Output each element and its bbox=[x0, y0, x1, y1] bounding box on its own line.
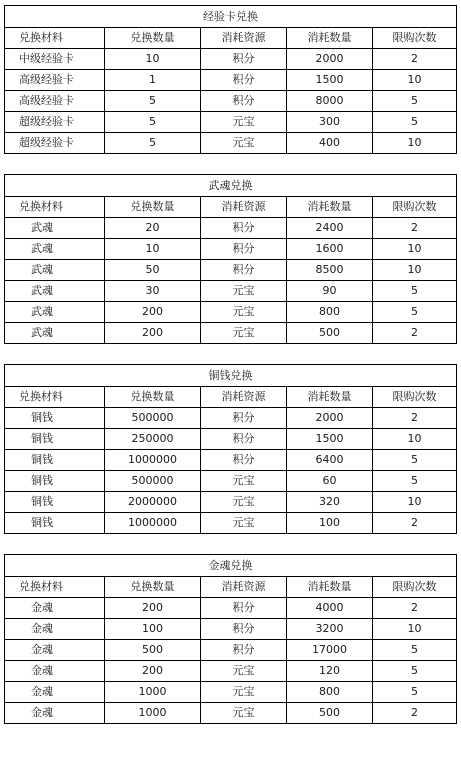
table-row bbox=[5, 640, 457, 661]
cell-quantity: 200 bbox=[105, 302, 201, 323]
header-limit: 限购次数 bbox=[373, 387, 457, 408]
cell-quantity: 1 bbox=[105, 70, 201, 91]
cell-limit: 10 bbox=[373, 429, 457, 450]
table-row bbox=[5, 450, 457, 471]
cell-quantity: 1000000 bbox=[105, 450, 201, 471]
table-row bbox=[5, 302, 457, 323]
cell-material: 武魂 bbox=[5, 323, 105, 344]
cell-resource: 元宝 bbox=[201, 133, 287, 154]
table-title-row bbox=[5, 365, 457, 387]
table-row bbox=[5, 239, 457, 260]
cell-limit: 5 bbox=[373, 471, 457, 492]
cell-cost: 2000 bbox=[287, 408, 373, 429]
cell-limit: 5 bbox=[373, 450, 457, 471]
header-quantity: 兑换数量 bbox=[105, 197, 201, 218]
cell-limit: 5 bbox=[373, 112, 457, 133]
cell-cost: 120 bbox=[287, 661, 373, 682]
cell-quantity: 200 bbox=[105, 661, 201, 682]
table-row bbox=[5, 408, 457, 429]
header-cost: 消耗数量 bbox=[287, 197, 373, 218]
cell-material: 高级经验卡 bbox=[5, 91, 105, 112]
cell-limit: 5 bbox=[373, 91, 457, 112]
cell-cost: 400 bbox=[287, 133, 373, 154]
cell-quantity: 2000000 bbox=[105, 492, 201, 513]
cell-material: 金魂 bbox=[5, 703, 105, 724]
table-title-row bbox=[5, 555, 457, 577]
cell-limit: 10 bbox=[373, 619, 457, 640]
cell-limit: 2 bbox=[373, 598, 457, 619]
header-resource: 消耗资源 bbox=[201, 577, 287, 598]
cell-resource: 元宝 bbox=[201, 323, 287, 344]
header-resource: 消耗资源 bbox=[201, 28, 287, 49]
header-cost: 消耗数量 bbox=[287, 28, 373, 49]
table-header-row bbox=[5, 577, 457, 598]
cell-limit: 2 bbox=[373, 323, 457, 344]
cell-material: 武魂 bbox=[5, 281, 105, 302]
header-cost: 消耗数量 bbox=[287, 387, 373, 408]
cell-resource: 元宝 bbox=[201, 112, 287, 133]
exchange-table-4 bbox=[4, 554, 457, 724]
cell-material: 武魂 bbox=[5, 260, 105, 281]
table-header-row bbox=[5, 387, 457, 408]
cell-limit: 2 bbox=[373, 408, 457, 429]
cell-cost: 800 bbox=[287, 682, 373, 703]
table-row bbox=[5, 471, 457, 492]
cell-cost: 1500 bbox=[287, 70, 373, 91]
cell-quantity: 5 bbox=[105, 112, 201, 133]
table-title-row bbox=[5, 6, 457, 28]
table-header-row bbox=[5, 197, 457, 218]
cell-quantity: 5 bbox=[105, 91, 201, 112]
table-title: 金魂兑换 bbox=[5, 555, 457, 577]
cell-limit: 2 bbox=[373, 513, 457, 534]
table-title-row bbox=[5, 175, 457, 197]
cell-cost: 4000 bbox=[287, 598, 373, 619]
cell-cost: 100 bbox=[287, 513, 373, 534]
cell-quantity: 100 bbox=[105, 619, 201, 640]
cell-material: 金魂 bbox=[5, 598, 105, 619]
header-resource: 消耗资源 bbox=[201, 387, 287, 408]
cell-material: 铜钱 bbox=[5, 408, 105, 429]
cell-limit: 5 bbox=[373, 302, 457, 323]
cell-cost: 90 bbox=[287, 281, 373, 302]
table-row bbox=[5, 492, 457, 513]
cell-cost: 3200 bbox=[287, 619, 373, 640]
cell-material: 中级经验卡 bbox=[5, 49, 105, 70]
cell-limit: 10 bbox=[373, 239, 457, 260]
cell-limit: 5 bbox=[373, 682, 457, 703]
cell-material: 铜钱 bbox=[5, 471, 105, 492]
cell-material: 铜钱 bbox=[5, 513, 105, 534]
cell-limit: 10 bbox=[373, 492, 457, 513]
cell-cost: 500 bbox=[287, 323, 373, 344]
cell-limit: 2 bbox=[373, 703, 457, 724]
cell-quantity: 200 bbox=[105, 323, 201, 344]
cell-resource: 积分 bbox=[201, 49, 287, 70]
table-title: 武魂兑换 bbox=[5, 175, 457, 197]
cell-material: 武魂 bbox=[5, 218, 105, 239]
table-row bbox=[5, 281, 457, 302]
table-row bbox=[5, 513, 457, 534]
cell-resource: 积分 bbox=[201, 619, 287, 640]
cell-quantity: 200 bbox=[105, 598, 201, 619]
cell-limit: 2 bbox=[373, 49, 457, 70]
cell-material: 武魂 bbox=[5, 239, 105, 260]
cell-resource: 元宝 bbox=[201, 302, 287, 323]
cell-quantity: 10 bbox=[105, 239, 201, 260]
header-limit: 限购次数 bbox=[373, 577, 457, 598]
cell-material: 武魂 bbox=[5, 302, 105, 323]
cell-cost: 800 bbox=[287, 302, 373, 323]
cell-resource: 元宝 bbox=[201, 661, 287, 682]
exchange-tables bbox=[4, 5, 461, 724]
cell-resource: 元宝 bbox=[201, 682, 287, 703]
cell-quantity: 250000 bbox=[105, 429, 201, 450]
header-quantity: 兑换数量 bbox=[105, 28, 201, 49]
table-title: 经验卡兑换 bbox=[5, 6, 457, 28]
table-row bbox=[5, 429, 457, 450]
cell-resource: 元宝 bbox=[201, 703, 287, 724]
cell-resource: 积分 bbox=[201, 260, 287, 281]
cell-quantity: 20 bbox=[105, 218, 201, 239]
cell-material: 铜钱 bbox=[5, 429, 105, 450]
header-quantity: 兑换数量 bbox=[105, 577, 201, 598]
cell-cost: 6400 bbox=[287, 450, 373, 471]
exchange-table-2 bbox=[4, 174, 457, 344]
cell-cost: 1600 bbox=[287, 239, 373, 260]
header-material: 兑换材料 bbox=[5, 387, 105, 408]
cell-quantity: 30 bbox=[105, 281, 201, 302]
cell-material: 铜钱 bbox=[5, 492, 105, 513]
cell-limit: 10 bbox=[373, 260, 457, 281]
table-row bbox=[5, 598, 457, 619]
table-row bbox=[5, 619, 457, 640]
header-cost: 消耗数量 bbox=[287, 577, 373, 598]
cell-quantity: 10 bbox=[105, 49, 201, 70]
cell-cost: 2000 bbox=[287, 49, 373, 70]
table-row bbox=[5, 133, 457, 154]
cell-resource: 元宝 bbox=[201, 281, 287, 302]
cell-quantity: 500000 bbox=[105, 471, 201, 492]
cell-resource: 积分 bbox=[201, 450, 287, 471]
exchange-table-3 bbox=[4, 364, 457, 534]
table-row bbox=[5, 49, 457, 70]
cell-resource: 积分 bbox=[201, 598, 287, 619]
header-limit: 限购次数 bbox=[373, 197, 457, 218]
cell-material: 超级经验卡 bbox=[5, 133, 105, 154]
cell-cost: 8000 bbox=[287, 91, 373, 112]
table-row bbox=[5, 661, 457, 682]
cell-resource: 元宝 bbox=[201, 492, 287, 513]
cell-material: 金魂 bbox=[5, 640, 105, 661]
table-row bbox=[5, 112, 457, 133]
table-row bbox=[5, 70, 457, 91]
header-limit: 限购次数 bbox=[373, 28, 457, 49]
cell-cost: 17000 bbox=[287, 640, 373, 661]
cell-quantity: 1000 bbox=[105, 682, 201, 703]
table-row bbox=[5, 218, 457, 239]
table-title: 铜钱兑换 bbox=[5, 365, 457, 387]
cell-resource: 积分 bbox=[201, 429, 287, 450]
cell-limit: 2 bbox=[373, 218, 457, 239]
cell-material: 金魂 bbox=[5, 661, 105, 682]
cell-quantity: 500000 bbox=[105, 408, 201, 429]
table-row bbox=[5, 703, 457, 724]
header-resource: 消耗资源 bbox=[201, 197, 287, 218]
cell-cost: 320 bbox=[287, 492, 373, 513]
table-row bbox=[5, 91, 457, 112]
cell-resource: 积分 bbox=[201, 70, 287, 91]
cell-resource: 积分 bbox=[201, 218, 287, 239]
cell-resource: 积分 bbox=[201, 408, 287, 429]
cell-cost: 8500 bbox=[287, 260, 373, 281]
cell-material: 金魂 bbox=[5, 682, 105, 703]
cell-resource: 元宝 bbox=[201, 513, 287, 534]
cell-quantity: 50 bbox=[105, 260, 201, 281]
cell-cost: 60 bbox=[287, 471, 373, 492]
table-row bbox=[5, 682, 457, 703]
cell-cost: 300 bbox=[287, 112, 373, 133]
cell-material: 超级经验卡 bbox=[5, 112, 105, 133]
table-row bbox=[5, 323, 457, 344]
cell-quantity: 500 bbox=[105, 640, 201, 661]
cell-limit: 5 bbox=[373, 281, 457, 302]
cell-quantity: 1000000 bbox=[105, 513, 201, 534]
table-row bbox=[5, 260, 457, 281]
cell-resource: 积分 bbox=[201, 640, 287, 661]
header-material: 兑换材料 bbox=[5, 197, 105, 218]
table-header-row bbox=[5, 28, 457, 49]
cell-material: 高级经验卡 bbox=[5, 70, 105, 91]
cell-cost: 2400 bbox=[287, 218, 373, 239]
cell-cost: 1500 bbox=[287, 429, 373, 450]
cell-limit: 5 bbox=[373, 640, 457, 661]
cell-material: 金魂 bbox=[5, 619, 105, 640]
cell-limit: 5 bbox=[373, 661, 457, 682]
cell-quantity: 5 bbox=[105, 133, 201, 154]
header-material: 兑换材料 bbox=[5, 577, 105, 598]
exchange-table-1 bbox=[4, 5, 457, 154]
header-quantity: 兑换数量 bbox=[105, 387, 201, 408]
cell-limit: 10 bbox=[373, 70, 457, 91]
cell-resource: 积分 bbox=[201, 239, 287, 260]
cell-resource: 元宝 bbox=[201, 471, 287, 492]
cell-material: 铜钱 bbox=[5, 450, 105, 471]
cell-cost: 500 bbox=[287, 703, 373, 724]
cell-resource: 积分 bbox=[201, 91, 287, 112]
cell-limit: 10 bbox=[373, 133, 457, 154]
header-material: 兑换材料 bbox=[5, 28, 105, 49]
cell-quantity: 1000 bbox=[105, 703, 201, 724]
